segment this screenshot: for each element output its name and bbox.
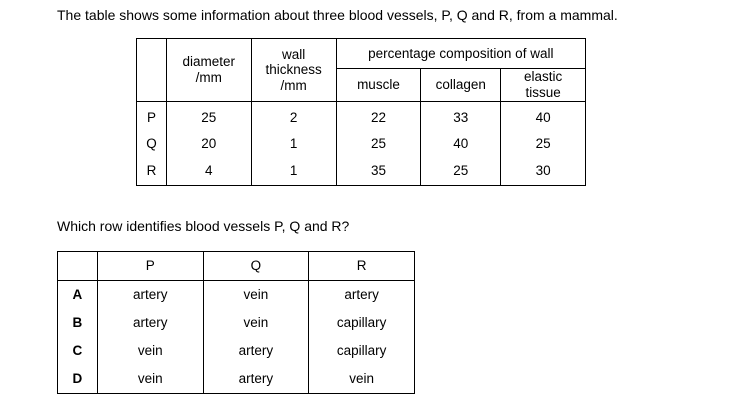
elastic-value: 30 — [501, 158, 586, 186]
option-letter: B — [58, 309, 98, 337]
answer-q: vein — [203, 281, 309, 310]
wall-thickness-header: wall thickness /mm — [251, 39, 336, 102]
diameter-header: diameter /mm — [166, 39, 251, 102]
answer-q: vein — [203, 309, 309, 337]
question-text: Which row identifies blood vessels P, Q and R? — [57, 218, 350, 234]
collagen-value: 33 — [421, 102, 501, 130]
blood-vessel-info-table — [136, 38, 586, 186]
answer-row-b — [58, 309, 415, 337]
answer-row-c — [58, 337, 415, 365]
answer-p: artery — [97, 281, 203, 310]
table-row — [137, 158, 586, 186]
collagen-value: 25 — [421, 158, 501, 186]
answer-p: vein — [97, 337, 203, 365]
collagen-header: collagen — [421, 69, 501, 102]
muscle-value: 35 — [336, 158, 421, 186]
elastic-tissue-header: elastic tissue — [501, 69, 586, 102]
elastic-value: 25 — [501, 130, 586, 158]
vessel-label: R — [137, 158, 167, 186]
composition-group-header: percentage composition of wall — [336, 39, 585, 69]
answer-row-d — [58, 365, 415, 394]
collagen-value: 40 — [421, 130, 501, 158]
diameter-value: 25 — [166, 102, 251, 130]
muscle-value: 22 — [336, 102, 421, 130]
answer-q: artery — [203, 365, 309, 394]
answer-r: capillary — [309, 309, 415, 337]
vessel-label: P — [137, 102, 167, 130]
answer-header-p: P — [97, 252, 203, 281]
answer-r: artery — [309, 281, 415, 310]
answer-r: capillary — [309, 337, 415, 365]
wall-thickness-value: 1 — [251, 130, 336, 158]
vessel-label: Q — [137, 130, 167, 158]
wall-thickness-value: 1 — [251, 158, 336, 186]
answer-r: vein — [309, 365, 415, 394]
table-row — [137, 102, 586, 130]
answer-row-a — [58, 281, 415, 310]
answer-options-table — [57, 251, 415, 394]
intro-text: The table shows some information about three blood vessels, P, Q and R, from a mammal. — [57, 7, 618, 23]
letter-header-cell — [58, 252, 98, 281]
answer-header-q: Q — [203, 252, 309, 281]
elastic-value: 40 — [501, 102, 586, 130]
muscle-header: muscle — [336, 69, 421, 102]
diameter-value: 4 — [166, 158, 251, 186]
muscle-value: 25 — [336, 130, 421, 158]
option-letter: D — [58, 365, 98, 394]
wall-thickness-value: 2 — [251, 102, 336, 130]
table-row — [137, 130, 586, 158]
option-letter: A — [58, 281, 98, 310]
option-letter: C — [58, 337, 98, 365]
answer-header-r: R — [309, 252, 415, 281]
answer-p: vein — [97, 365, 203, 394]
vessel-header-cell — [137, 39, 167, 102]
answer-p: artery — [97, 309, 203, 337]
diameter-value: 20 — [166, 130, 251, 158]
answer-q: artery — [203, 337, 309, 365]
